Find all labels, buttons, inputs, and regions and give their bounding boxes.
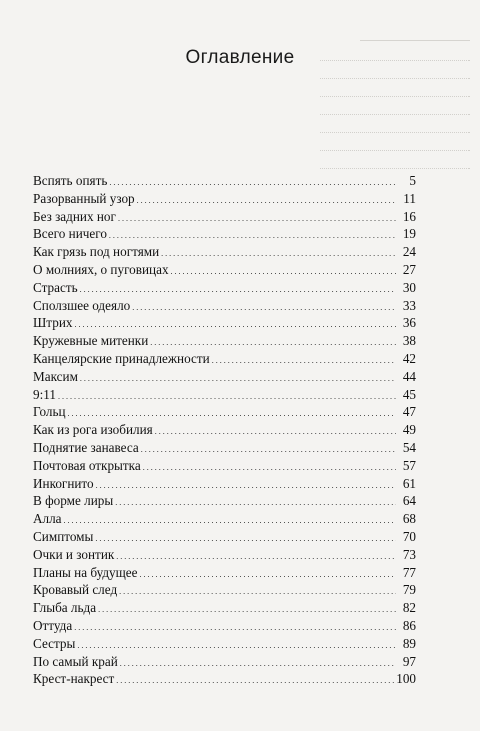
toc-entry-page-number: 97 bbox=[402, 653, 416, 669]
toc-entry-title: Глыба льда bbox=[33, 600, 97, 616]
toc-entry bbox=[33, 261, 416, 279]
toc-entry bbox=[33, 225, 416, 243]
toc-entry-title: Симптомы bbox=[33, 528, 94, 544]
toc-entry-page-number: 70 bbox=[402, 528, 416, 544]
toc-entry-title: Без задних ног bbox=[33, 208, 116, 224]
toc-entry-page-number: 61 bbox=[402, 475, 416, 491]
toc-entry-title: Очки и зонтик bbox=[33, 546, 115, 562]
toc-entry-page-number: 27 bbox=[402, 261, 416, 277]
toc-entry-title: В форме лиры bbox=[33, 493, 114, 509]
toc-entry-page-number: 86 bbox=[402, 617, 416, 633]
toc-entry-page-number: 68 bbox=[402, 511, 416, 527]
table-of-contents bbox=[33, 172, 416, 688]
toc-entry-page-number: 36 bbox=[402, 315, 416, 331]
ghost-line bbox=[320, 142, 470, 151]
toc-entry bbox=[33, 403, 416, 421]
toc-entry-page-number: 82 bbox=[402, 600, 416, 616]
toc-entry bbox=[33, 208, 416, 226]
toc-entry-title: О молниях, о пуговицах bbox=[33, 261, 169, 277]
toc-entry bbox=[33, 332, 416, 350]
toc-entry bbox=[33, 439, 416, 457]
ghost-line bbox=[320, 106, 470, 115]
toc-entry-title: По самый край bbox=[33, 653, 118, 669]
ghost-line bbox=[360, 30, 470, 41]
toc-entry-page-number: 33 bbox=[402, 297, 416, 313]
toc-entry-page-number: 16 bbox=[402, 208, 416, 224]
toc-entry-page-number: 73 bbox=[402, 546, 416, 562]
ghost-line bbox=[320, 160, 470, 169]
dot-leader bbox=[116, 670, 394, 690]
toc-entry bbox=[33, 617, 416, 635]
toc-entry-page-number: 45 bbox=[402, 386, 416, 402]
toc-entry-page-number: 44 bbox=[402, 368, 416, 384]
toc-entry-page-number: 5 bbox=[409, 173, 416, 188]
toc-entry-title: Гольц bbox=[33, 404, 66, 420]
ghost-line bbox=[320, 70, 470, 79]
toc-entry-page-number: 54 bbox=[402, 439, 416, 455]
toc-entry bbox=[33, 492, 416, 510]
toc-entry-title: Планы на будущее bbox=[33, 564, 138, 580]
toc-entry-title: Страсть bbox=[33, 279, 78, 295]
toc-entry-page-number: 89 bbox=[402, 635, 416, 651]
toc-entry-page-number: 49 bbox=[402, 422, 416, 438]
toc-entry bbox=[33, 599, 416, 617]
toc-entry bbox=[33, 528, 416, 546]
toc-entry-title: Разорванный узор bbox=[33, 190, 135, 206]
toc-entry bbox=[33, 243, 416, 261]
toc-entry bbox=[33, 421, 416, 439]
toc-entry-page-number: 64 bbox=[402, 493, 416, 509]
toc-entry bbox=[33, 190, 416, 208]
toc-entry bbox=[33, 172, 416, 190]
toc-entry-title: Поднятие занавеса bbox=[33, 439, 139, 455]
toc-entry bbox=[33, 581, 416, 599]
toc-entry-title: Кружевные митенки bbox=[33, 333, 149, 349]
toc-entry-page-number: 100 bbox=[396, 671, 416, 687]
toc-entry bbox=[33, 314, 416, 332]
toc-entry bbox=[33, 564, 416, 582]
toc-entry bbox=[33, 279, 416, 297]
toc-entry bbox=[33, 350, 416, 368]
toc-entry-title: Кровавый след bbox=[33, 582, 118, 598]
toc-entry bbox=[33, 457, 416, 475]
toc-entry bbox=[33, 386, 416, 404]
toc-entry-page-number: 30 bbox=[402, 279, 416, 295]
toc-entry-title: Как из рога изобилия bbox=[33, 422, 153, 438]
page-title: Оглавление bbox=[185, 47, 295, 68]
toc-entry-page-number: 38 bbox=[402, 333, 416, 349]
toc-entry-title: Почтовая открытка bbox=[33, 457, 141, 473]
toc-entry-title: Всего ничего bbox=[33, 226, 107, 242]
ghost-line bbox=[320, 88, 470, 97]
toc-entry bbox=[33, 635, 416, 653]
toc-entry-page-number: 19 bbox=[402, 226, 416, 242]
toc-entry-title: Оттуда bbox=[33, 617, 73, 633]
toc-entry-page-number: 11 bbox=[403, 190, 416, 206]
toc-entry bbox=[33, 297, 416, 315]
toc-entry-title: Максим bbox=[33, 368, 78, 384]
toc-entry-title: 9:11 bbox=[33, 386, 56, 402]
toc-entry-title: Сестры bbox=[33, 635, 76, 651]
toc-entry bbox=[33, 653, 416, 671]
toc-entry bbox=[33, 670, 416, 688]
toc-entry bbox=[33, 368, 416, 386]
toc-entry-page-number: 77 bbox=[402, 564, 416, 580]
toc-entry-title: Инкогнито bbox=[33, 475, 94, 491]
toc-entry-page-number: 47 bbox=[402, 404, 416, 420]
toc-entry-title: Алла bbox=[33, 511, 62, 527]
toc-entry-title: Вспять опять bbox=[33, 173, 108, 188]
toc-entry-title: Канцелярские принадлежности bbox=[33, 350, 210, 366]
toc-entry bbox=[33, 475, 416, 493]
toc-entry bbox=[33, 546, 416, 564]
toc-entry-title: Как грязь под ногтями bbox=[33, 244, 160, 260]
toc-entry-page-number: 57 bbox=[402, 457, 416, 473]
toc-entry bbox=[33, 510, 416, 528]
toc-entry-page-number: 24 bbox=[402, 244, 416, 260]
toc-entry-title: Штрих bbox=[33, 315, 73, 331]
toc-entry-title: Крест-накрест bbox=[33, 671, 115, 687]
ghost-line bbox=[320, 124, 470, 133]
toc-entry-page-number: 42 bbox=[402, 350, 416, 366]
toc-entry-title: Сползшее одеяло bbox=[33, 297, 131, 313]
toc-entry-page-number: 79 bbox=[402, 582, 416, 598]
